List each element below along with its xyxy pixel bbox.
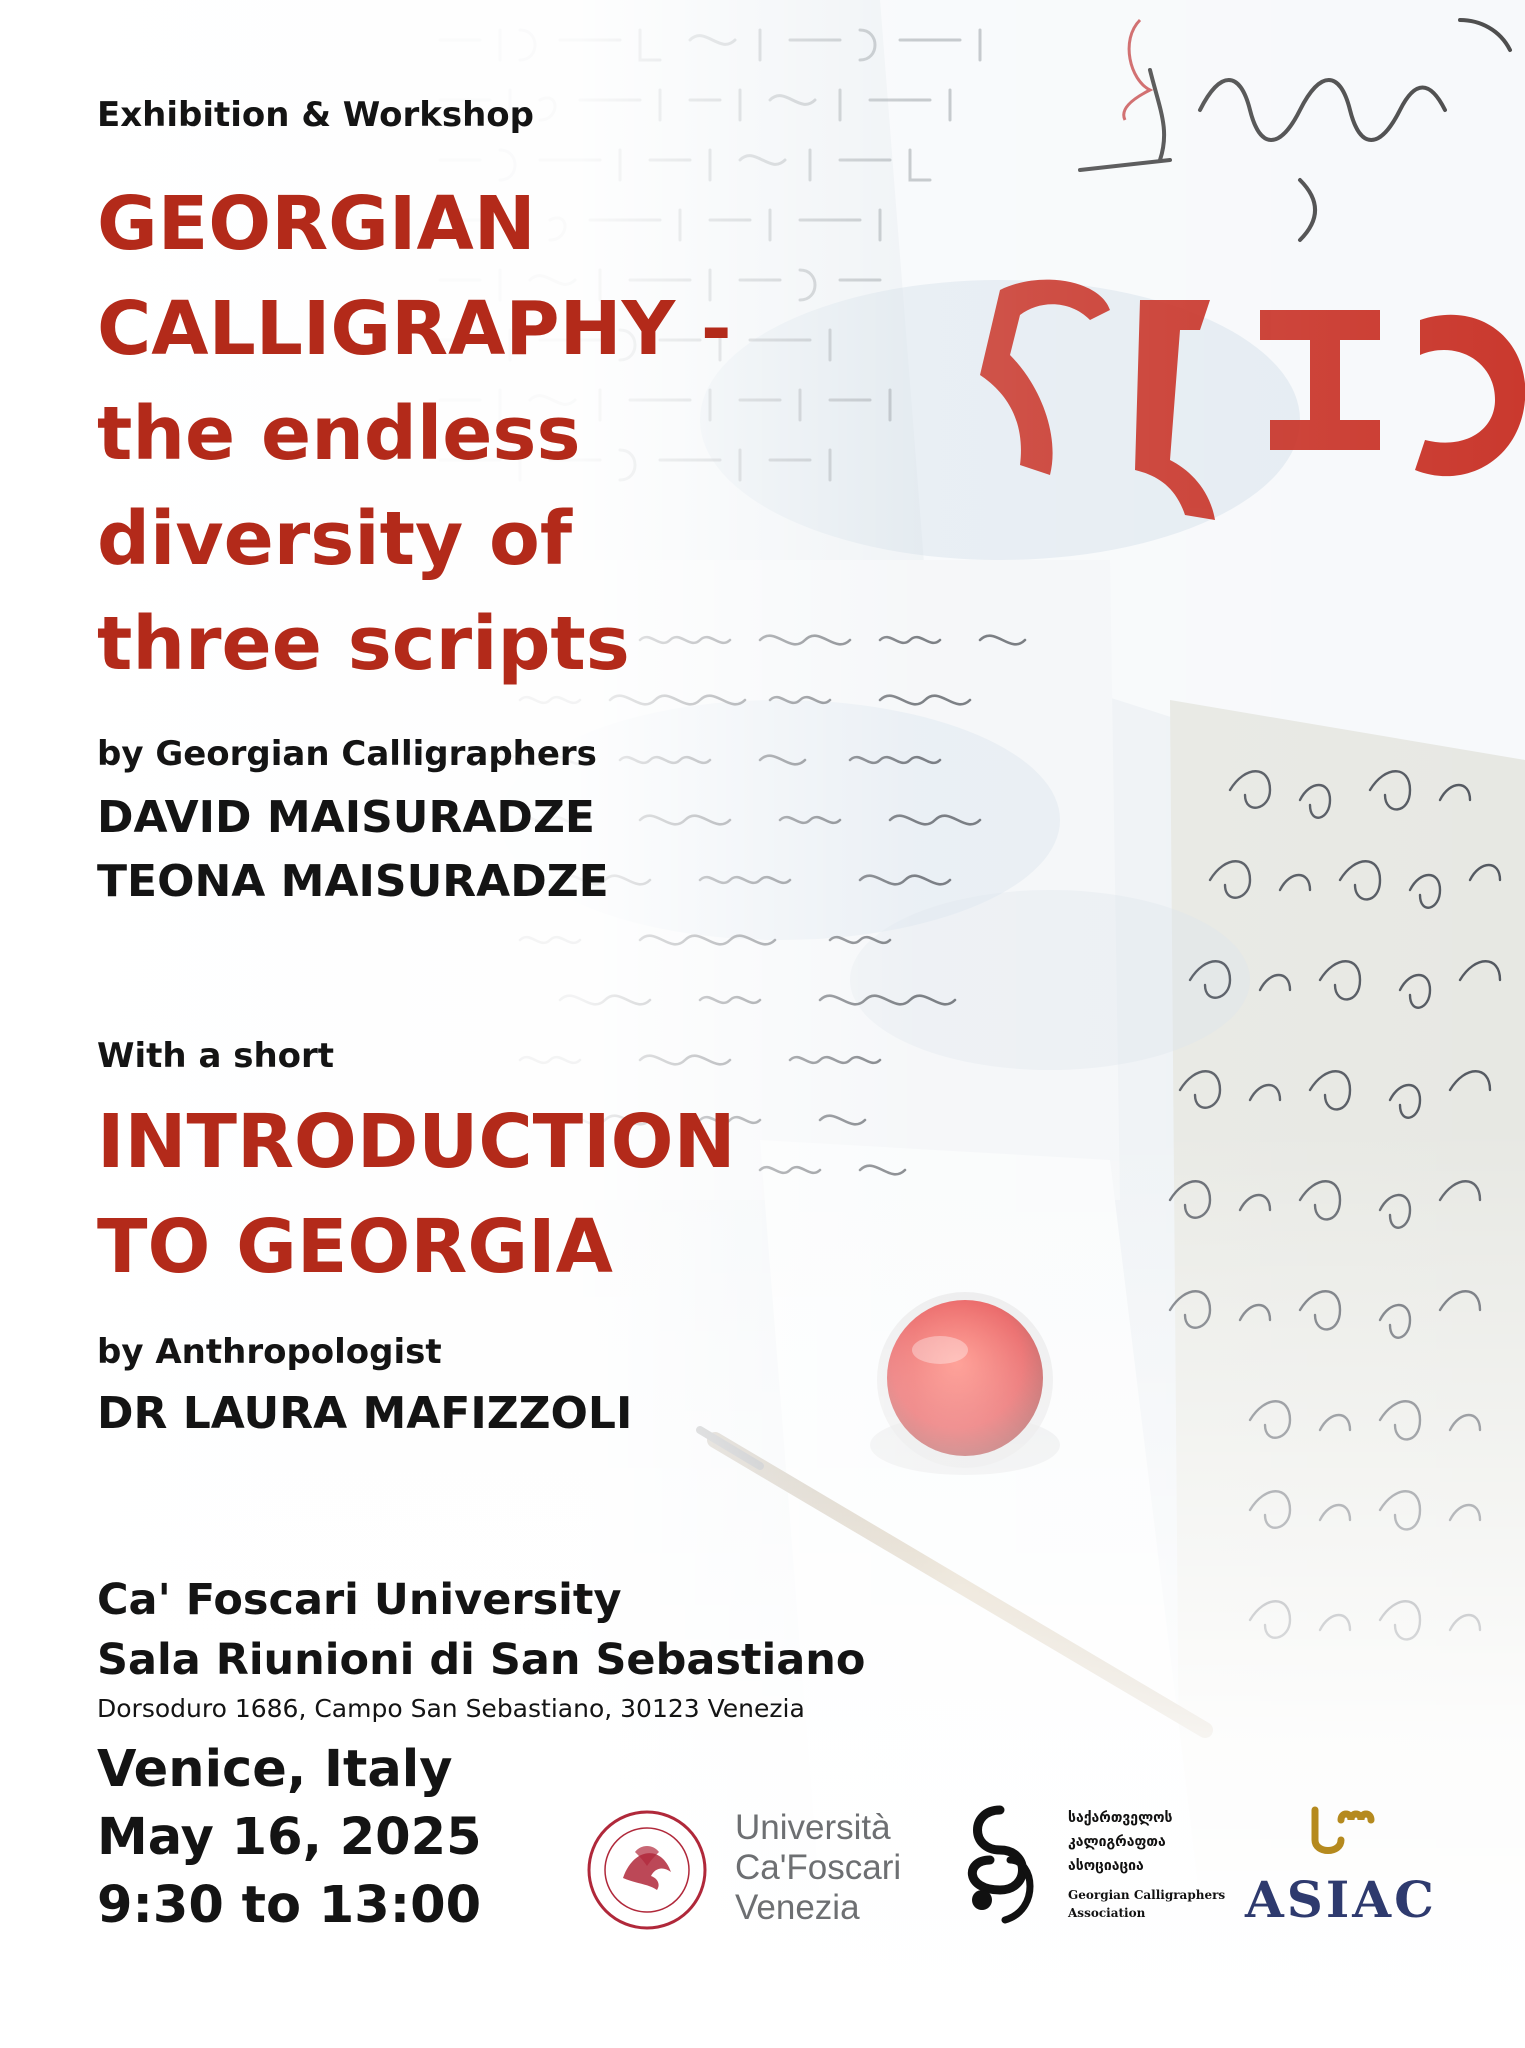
cafoscari-line: Ca'Foscari <box>735 1848 902 1887</box>
intro-title <box>97 1090 736 1300</box>
asiac-logo <box>1245 1800 1455 1930</box>
title-line: GEORGIAN <box>97 181 536 267</box>
gca-georgian-line: კალიგრაფთა <box>1068 1834 1166 1850</box>
asiac-emblem-icon <box>1305 1800 1395 1862</box>
intro-lead: With a short <box>97 1036 335 1076</box>
title-line: the endless <box>97 391 581 477</box>
asiac-wordmark: ASIAC <box>1245 1870 1437 1929</box>
venue-line: Sala Riunioni di San Sebastiano <box>97 1635 866 1685</box>
event-place: Venice, Italy <box>97 1740 453 1799</box>
gca-english-line: Georgian Calligraphers <box>1068 1888 1226 1902</box>
gca-georgian-line: საქართველოს <box>1068 1810 1173 1826</box>
event-schedule <box>97 1736 482 1940</box>
calligrapher-name: DAVID MAISURADZE <box>97 792 595 843</box>
calligrapher-name: TEONA MAISURADZE <box>97 856 609 907</box>
venue-name <box>97 1570 865 1690</box>
intro-title-line: INTRODUCTION <box>97 1099 736 1185</box>
cafoscari-seal-icon <box>585 1808 709 1932</box>
intro-title-line: TO GEORGIA <box>97 1204 613 1290</box>
speaker-name: DR LAURA MAFIZZOLI <box>97 1388 633 1439</box>
title-line: diversity of <box>97 496 573 582</box>
cafoscari-logo <box>585 1808 925 1928</box>
cafoscari-line: Venezia <box>735 1888 860 1927</box>
title-line: CALLIGRAPHY - <box>97 286 732 372</box>
gca-georgian-line: ასოციაცია <box>1068 1858 1144 1874</box>
calligraphers-byline: by Georgian Calligraphers <box>97 734 597 774</box>
calligrapher-names <box>97 786 609 914</box>
gca-emblem-icon <box>950 1800 1050 1930</box>
exhibition-title <box>97 172 732 697</box>
gca-logo <box>950 1800 1240 1940</box>
event-time: 9:30 to 13:00 <box>97 1876 482 1935</box>
venue-address: Dorsoduro 1686, Campo San Sebastiano, 30123 Venezia <box>97 1694 805 1723</box>
eyebrow-label: Exhibition & Workshop <box>97 95 534 135</box>
title-line: three scripts <box>97 601 630 687</box>
gca-english-line: Association <box>1068 1906 1146 1920</box>
speaker-byline: by Anthropologist <box>97 1332 442 1372</box>
venue-line: Ca' Foscari University <box>97 1575 622 1625</box>
event-date: May 16, 2025 <box>97 1808 482 1867</box>
cafoscari-line: Università <box>735 1808 891 1847</box>
